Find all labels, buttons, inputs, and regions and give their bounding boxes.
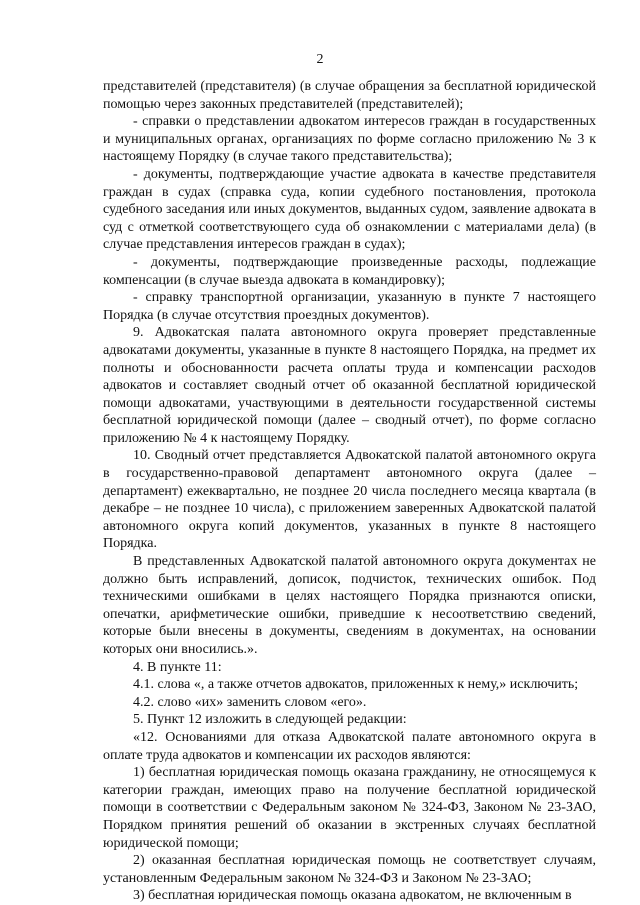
paragraph: 2) оказанная бесплатная юридическая помощь не соответствует случаям, установленным Федеральным законом № 324-ФЗ и Законом № 23-ЗАО; xyxy=(103,853,596,886)
paragraph: 5. Пункт 12 изложить в следующей редакции: xyxy=(133,712,407,728)
paragraph: В представленных Адвокатской палатой автономного округа документах не должно быть исправлений, дописок, подчисток, технических ошибок. Под техническими ошибками в целях настоящего Порядка признаются описки, опечатки, арифметические ошибки, приведшие к несоответствию сведений, которые были внесены в документы, сведениям в документах, на основании которых они вносились.». xyxy=(103,554,596,657)
paragraph: 10. Сводный отчет представляется Адвокатской палатой автономного округа в государственно-правовой департамент автономного округа (далее – департамент) ежеквартально, не позднее 20 числа последнего месяца квартала (в декабре – не позднее 10 числа), с приложением заверенных Адвокатской палатой автономного округа копий документов, указанных в пункте 8 настоящего Порядка. xyxy=(103,448,596,552)
paragraph: 4. В пункте 11: xyxy=(133,659,222,675)
paragraph: представителей (представителя) (в случае обращения за бесплатной юридической помощью через законных представителей (представителей); xyxy=(103,79,596,112)
paragraph: 1) бесплатная юридическая помощь оказана гражданину, не относящемуся к категории граждан, имеющих право на получение бесплатной юридической помощи в соответствии с Федеральным законом № 324-ФЗ, Законом № 23-ЗАО, Порядком принятия решений об оказании в экстренных случаях бесплатной юридической помощи; xyxy=(103,765,596,851)
page-number: 2 xyxy=(316,52,324,67)
paragraph: - документы, подтверждающие произведенные расходы, подлежащие компенсации (в случае выезда адвоката в командировку); xyxy=(103,254,596,288)
document-body xyxy=(103,78,596,905)
paragraph: 9. Адвокатская палата автономного округа проверяет представленные адвокатами документы, указанные в пункте 8 настоящего Порядка, на предмет их полноты и обоснованности расчета оплаты труда и компенсации расходов адвокатов и составляет сводный отчет об оказанной бесплатной юридической помощи адвокатами, участвующими в деятельности государственной системы бесплатной юридической помощи (далее – сводный отчет), по форме согласно приложению № 4 к настоящему Порядку. xyxy=(103,325,596,446)
paragraph: - справки о представлении адвокатом интересов граждан в государственных и муниципальных органах, организациях по форме согласно приложению № 3 к настоящему Порядку (в случае такого представительства); xyxy=(103,114,596,165)
paragraph: - документы, подтверждающие участие адвоката в качестве представителя граждан в судах (справка суда, копии судебного постановления, протокола судебного заседания или иных документов, выданных судом, заявление адвоката в суд с отметкой соответствующего суда об ознакомлении с материалами дела) (в случае представления интересов граждан в судах); xyxy=(103,166,596,253)
paragraph: 4.2. слово «их» заменить словом «его». xyxy=(133,694,367,710)
paragraph: «12. Основаниями для отказа Адвокатской палате автономного округа в оплате труда адвокатов и компенсации их расходов являются: xyxy=(103,729,596,763)
paragraph: 4.1. слова «, а также отчетов адвокатов, приложенных к нему,» исключить; xyxy=(133,677,579,693)
paragraph: - справку транспортной организации, указанную в пункте 7 настоящего Порядка (в случае отсутствия проездных документов). xyxy=(103,290,596,323)
paragraph: 3) бесплатная юридическая помощь оказана адвокатом, не включенным в xyxy=(133,888,572,904)
